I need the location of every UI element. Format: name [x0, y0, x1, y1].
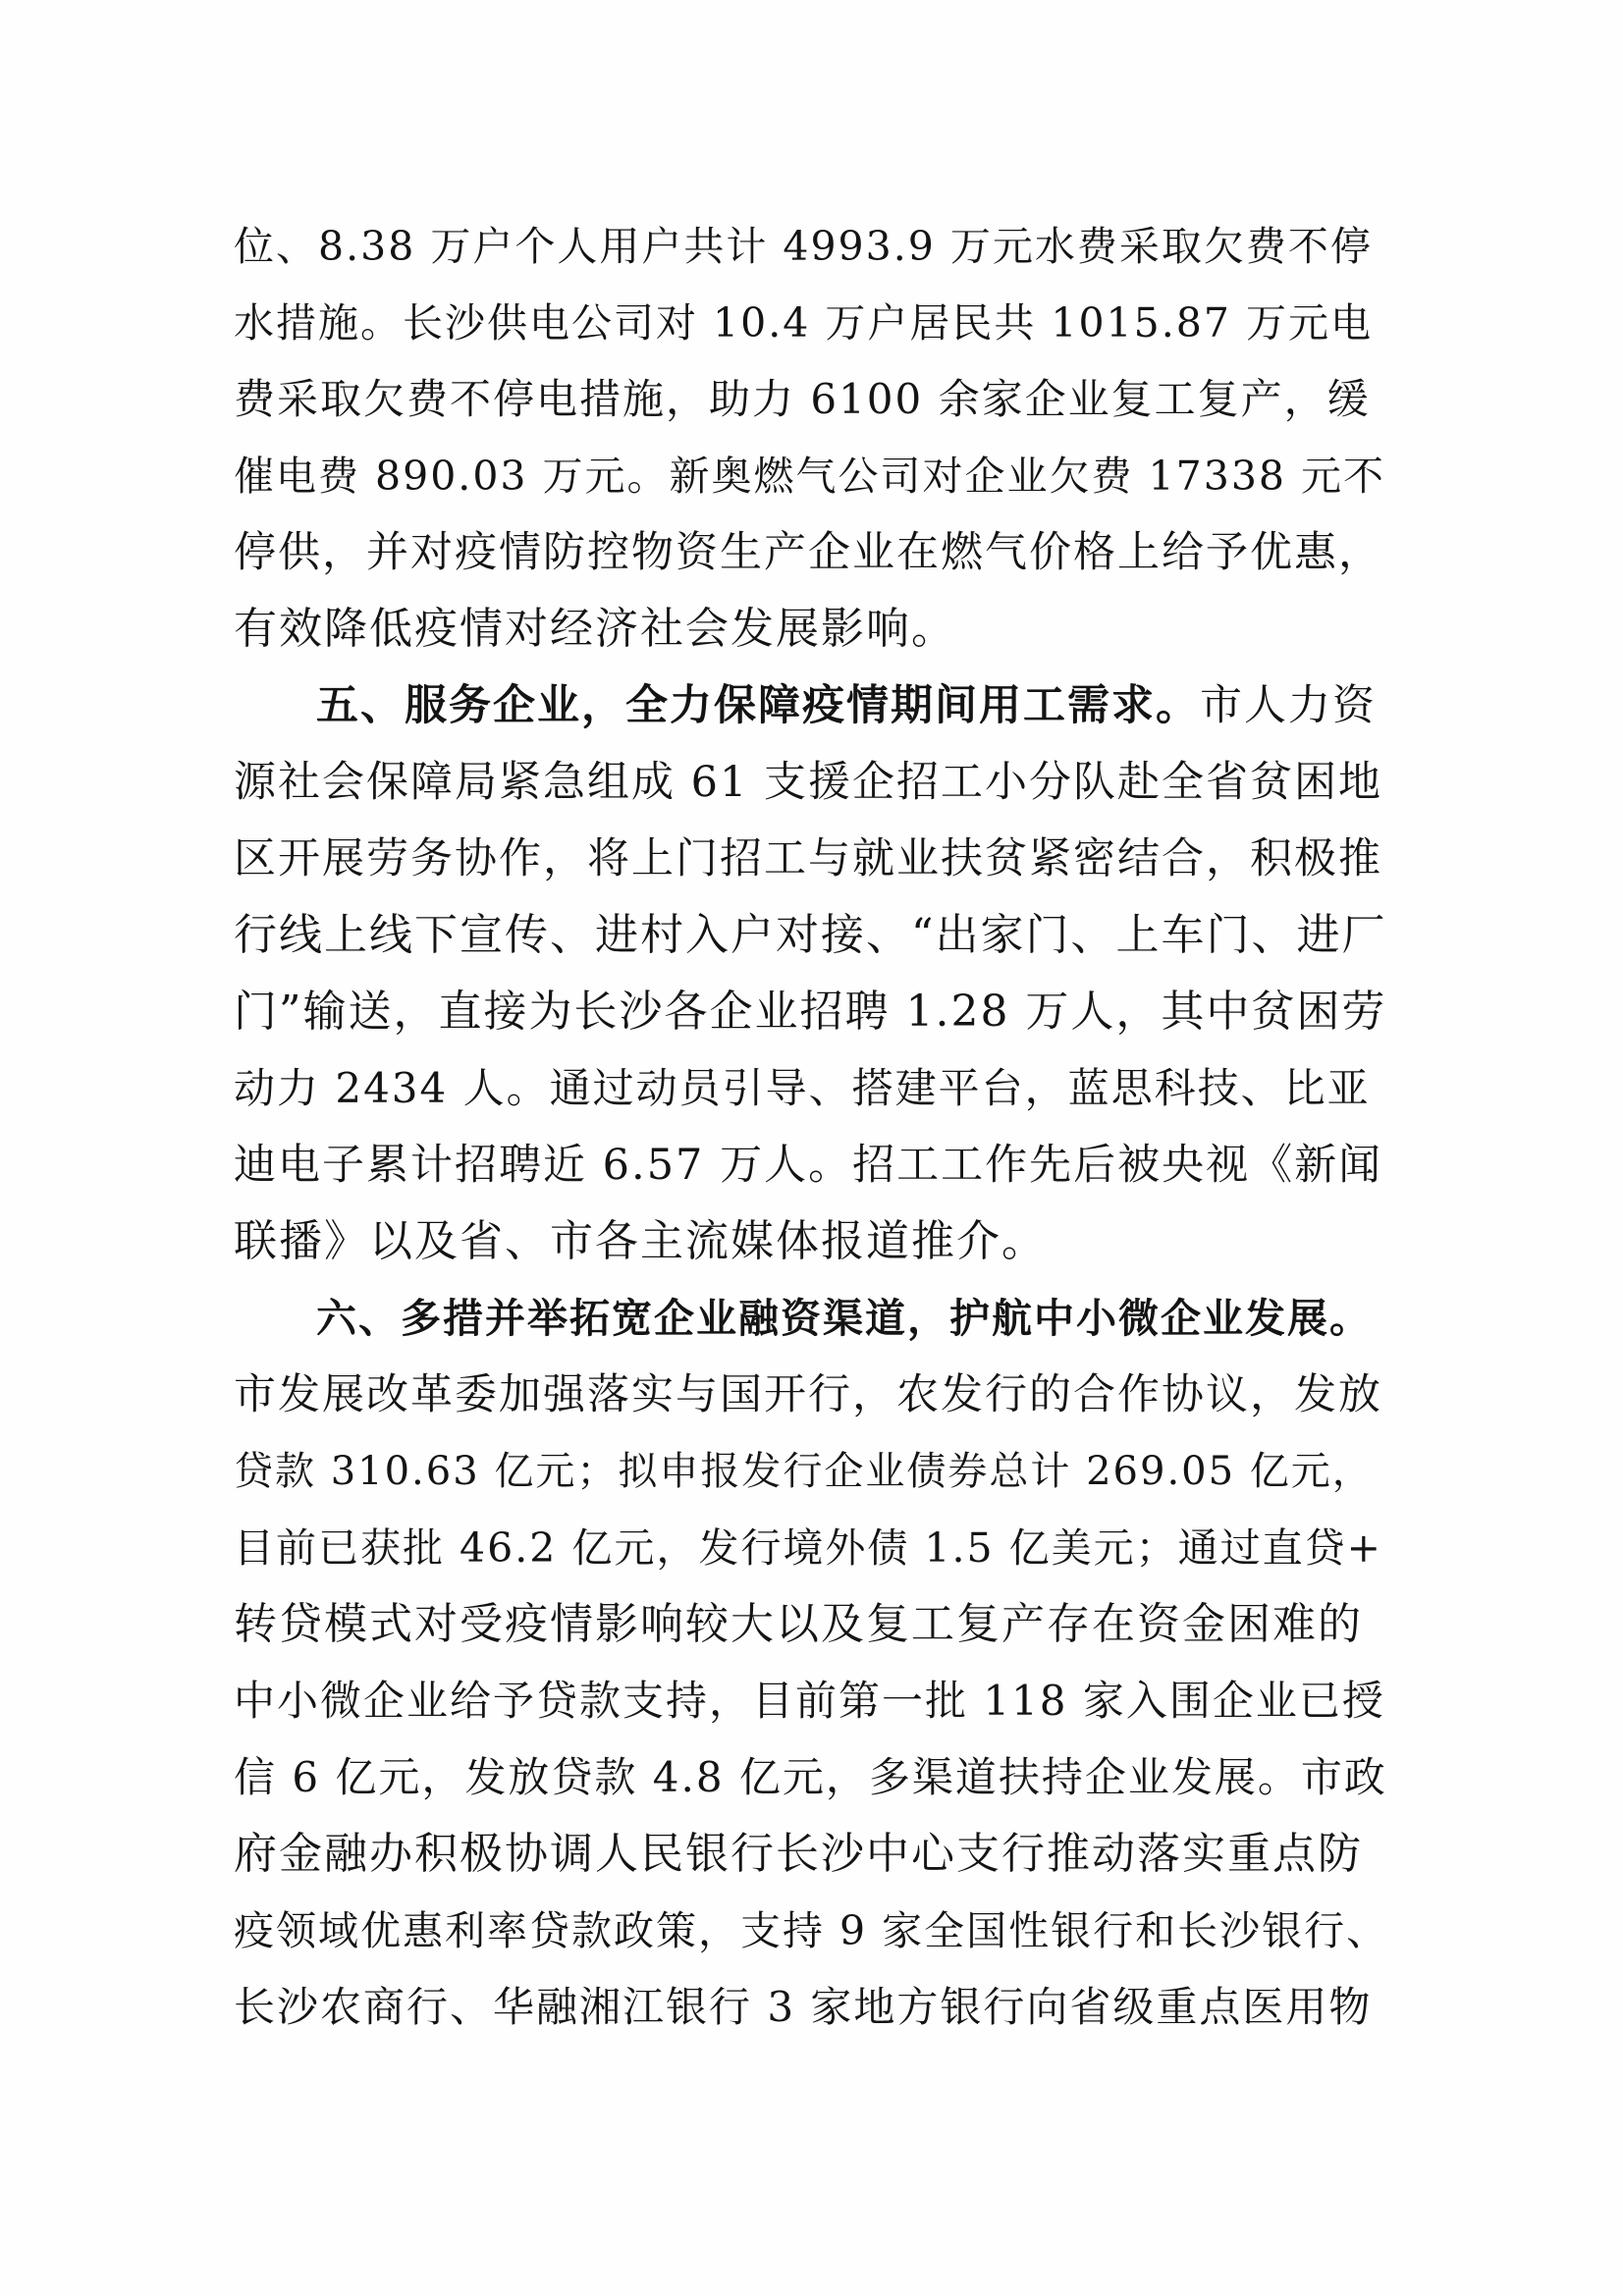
section-5-first-rest: 市人力资	[1200, 681, 1377, 730]
section-6-heading: 六、多措并举拓宽企业融资渠道，护航中小微企业发展。	[316, 1295, 1372, 1342]
text-line: 区开展劳务协作，将上门招工与就业扶贫紧密结合，积极推	[234, 834, 1382, 883]
text-line: 费采取欠费不停电措施，助力 6100 余家企业复工复产，缓	[234, 375, 1371, 423]
text-line: 迪电子累计招聘近 6.57 万人。招工工作先后被央视《新闻	[234, 1141, 1383, 1190]
text-line: 贷款 310.63 亿元；拟申报发行企业债券总计 269.05 亿元，	[234, 1449, 1374, 1494]
section-6-first-line	[234, 1280, 1392, 1357]
section-5-first-line	[234, 667, 1392, 744]
text-line: 催电费 890.03 万元。新奥燃气公司对企业欠费 17338 元不	[234, 453, 1386, 500]
text-line: 停供，并对疫情防控物资生产企业在燃气价格上给予优惠，	[234, 528, 1382, 577]
text-line: 源社会保障局紧急组成 61 支援企招工小分队赴全省贫困地	[234, 758, 1383, 807]
text-line: 府金融办积极协调人民银行长沙中心支行推动落实重点防	[234, 1829, 1363, 1879]
text-line: 市发展改革委加强落实与国开行，农发行的合作协议，发放	[234, 1370, 1382, 1419]
text-line: 水措施。长沙供电公司对 10.4 万户居民共 1015.87 万元电	[234, 299, 1373, 347]
text-line: 动力 2434 人。通过动员引导、搭建平台，蓝思科技、比亚	[234, 1064, 1371, 1112]
text-line: 门”输送，直接为长沙各企业招聘 1.28 万人，其中贫困劳	[234, 987, 1387, 1037]
body-text	[234, 208, 1392, 2046]
text-line: 转贷模式对受疫情影响较大以及复工复产存在资金困难的	[234, 1599, 1363, 1649]
text-line: 信 6 亿元，发放贷款 4.8 亿元，多渠道扶持企业发展。市政	[234, 1753, 1387, 1801]
text-line: 疫领域优惠利率贷款政策，支持 9 家全国性银行和长沙银行、	[234, 1907, 1389, 1954]
text-line: 行线上线下宣传、进村入户对接、“出家门、上车门、进厂	[234, 910, 1387, 960]
text-line: 位、8.38 万户个人用户共计 4993.9 万元水费采取欠费不停	[234, 223, 1373, 270]
text-line: 中小微企业给予贷款支持，目前第一批 118 家入围企业已授	[234, 1677, 1385, 1725]
text-line: 长沙农商行、华融湘江银行 3 家地方银行向省级重点医用物	[234, 1983, 1373, 2031]
text-line: 联播》以及省、市各主流媒体报道推介。	[234, 1216, 1047, 1266]
section-5-heading: 五、服务企业，全力保障疫情期间用工需求。	[316, 681, 1200, 730]
text-line: 目前已获批 46.2 亿元，发行境外债 1.5 亿美元；通过直贷+	[234, 1524, 1382, 1572]
text-line: 有效降低疫情对经济社会发展影响。	[234, 604, 956, 654]
